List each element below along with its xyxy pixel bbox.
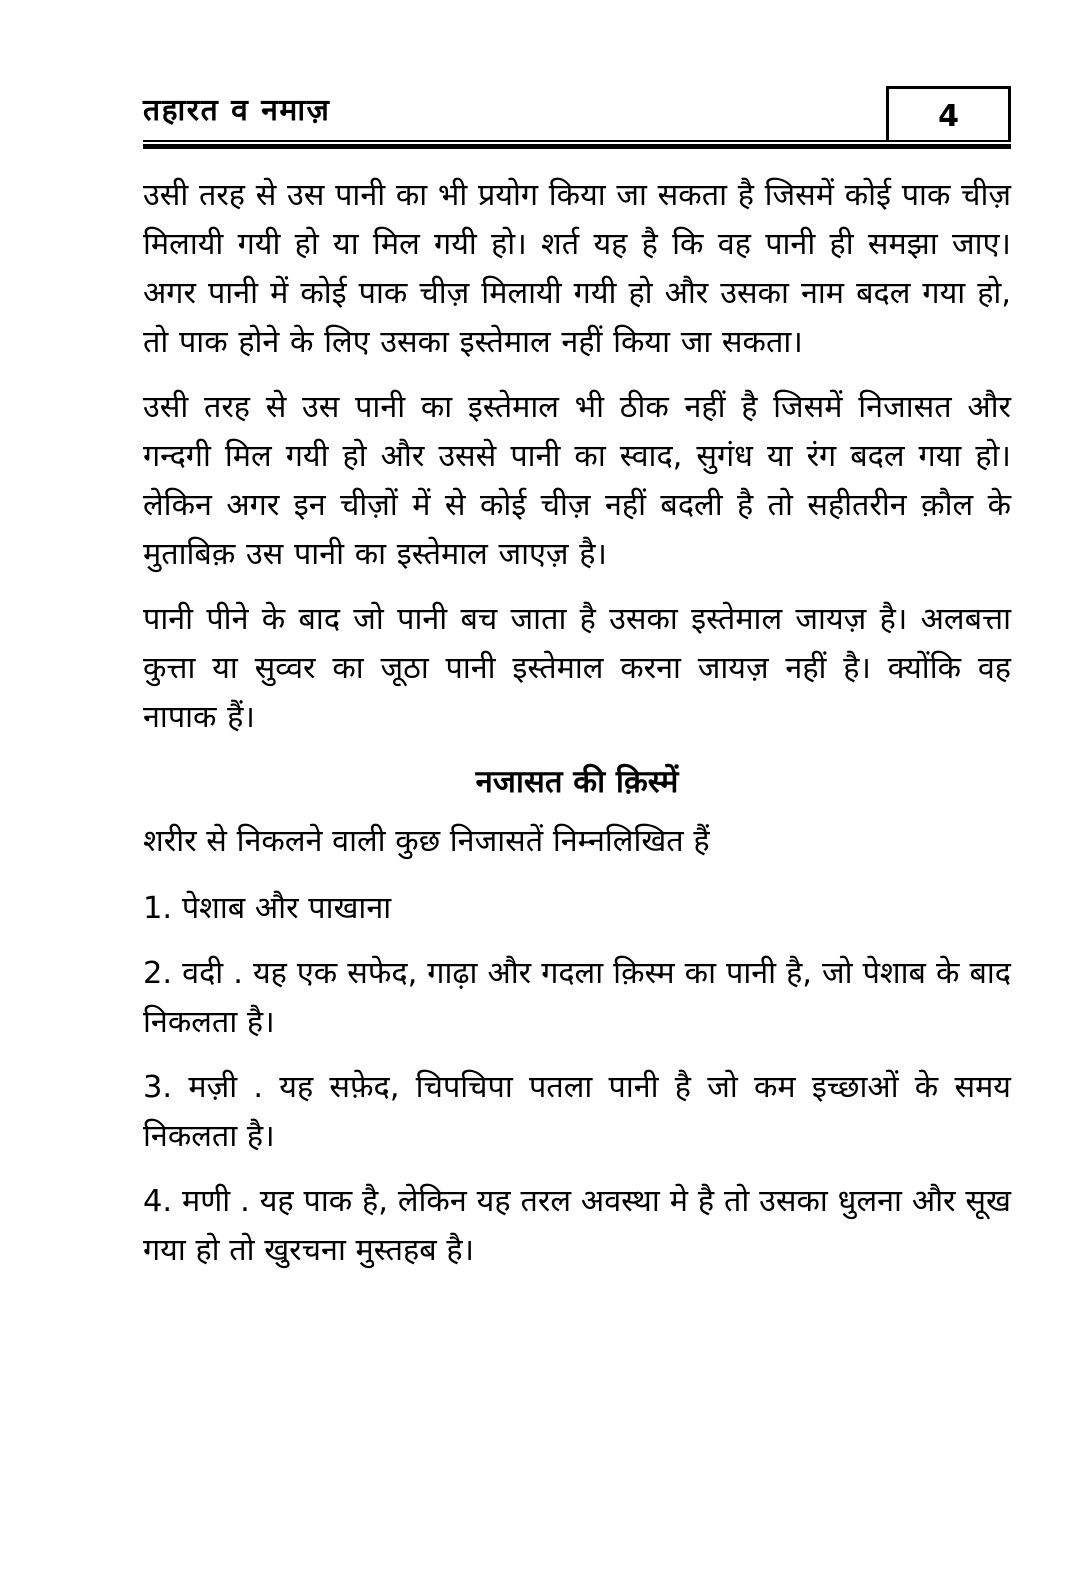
najasat-list [143, 884, 1011, 1275]
list-item-text: मज़ी . यह सफ़ेद, चिपचिपा पतला पानी है जो कम इच्छाओं के समय निकलता है। [143, 1070, 1011, 1154]
page-header [143, 78, 1011, 160]
header-divider-rule [143, 140, 1011, 149]
list-item-number: 2. [143, 956, 173, 991]
list-item-text: वदी . यह एक सफेद, गाढ़ा और गदला क़िस्म का पानी है, जो पेशाब के बाद निकलता है। [143, 956, 1011, 1040]
list-item [143, 1177, 1011, 1275]
page-number: 4 [938, 98, 959, 134]
section-heading: नजासत की क़िस्में [475, 764, 679, 800]
list-item [143, 1063, 1011, 1161]
list-item [143, 884, 1011, 933]
body-paragraph-2: उसी तरह से उस पानी का इस्तेमाल भी ठीक नहीं है जिसमें निजासत और गन्दगी मिल गयी हो और उससे पानी का स्वाद, सुगंध या रंग बदल गया हो। लेकिन अगर इन चीज़ों में से कोई चीज़ नहीं बदली है तो सहीतरीन क़ौल के मुताबिक़ उस पानी का इस्तेमाल जाएज़ है। [143, 390, 1011, 572]
list-item-text: मणी . यह पाक है, लेकिन यह तरल अवस्था मे है तो उसका धुलना और सूख गया हो तो खुरचना मुस्तहब है। [143, 1184, 1011, 1268]
running-title: तहारत व नमाज़ [143, 93, 331, 128]
list-intro-line: शरीर से निकलने वाली कुछ निजासतें निम्नलिखित हैं [143, 824, 710, 859]
page-number-box [886, 86, 1011, 147]
list-item-number: 3. [143, 1070, 173, 1105]
list-item-number: 4. [143, 1184, 173, 1219]
rule-thick-line [143, 144, 1011, 149]
page-body [143, 171, 1011, 1275]
list-item [143, 949, 1011, 1047]
body-paragraph-3: पानी पीने के बाद जो पानी बच जाता है उसका इस्तेमाल जायज़ है। अलबत्ता कुत्ता या सुव्वर का जूठा पानी इस्तेमाल करना जायज़ नहीं है। क्योंकि वह नापाक हैं। [143, 602, 1011, 735]
list-item-text: पेशाब और पाखाना [181, 891, 392, 926]
body-paragraph-1: उसी तरह से उस पानी का भी प्रयोग किया जा सकता है जिसमें कोई पाक चीज़ मिलायी गयी हो या मिल गयी हो। शर्त यह है कि वह पानी ही समझा जाए। अगर पानी में कोई पाक चीज़ मिलायी गयी हो और उसका नाम बदल गया हो, तो पाक होने के लिए उसका इस्तेमाल नहीं किया जा सकता। [143, 178, 1011, 360]
list-item-number: 1. [143, 891, 173, 926]
